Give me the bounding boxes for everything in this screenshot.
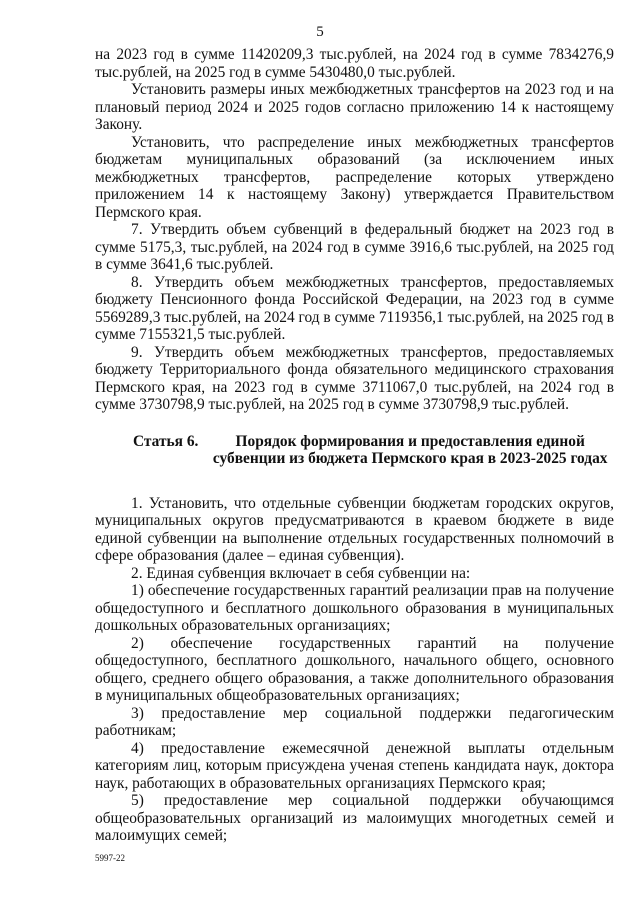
list-item: 5) предоставление мер социальной поддержки обучающимся общеобразовательных организаций из малоимущих многодетных семей и малоимущих семей; <box>95 792 614 844</box>
paragraph: на 2023 год в сумме 11420209,3 тыс.рублей, на 2024 год в сумме 7834276,9 тыс.рублей, на 2025 год в сумме 5430480,0 тыс.рублей. <box>95 46 614 81</box>
article-title: Порядок формирования и предоставления единой субвенции из бюджета Пермского края в 2023-2025 годах <box>212 432 608 467</box>
list-item: 3) предоставление мер социальной поддержки педагогическим работникам; <box>95 704 614 739</box>
paragraph: 1. Установить, что отдельные субвенции бюджетам городских округов, муниципальных округов предусматриваются в краевом бюджете в виде единой субвенции на выполнение отдельных государственных полномочий в сфере образования (далее – единая субвенция). <box>95 494 614 564</box>
paragraph: 8. Утвердить объем межбюджетных трансфертов, предоставляемых бюджету Пенсионного фонда Российской Федерации, на 2023 год в сумме 5569289,3 тыс.рублей, на 2024 год в сумме 7119356,1 тыс.рублей, на 2025 год в сумме 7155321,5 тыс.рублей. <box>95 273 614 343</box>
article-heading <box>95 433 614 468</box>
paragraph: 9. Утвердить объем межбюджетных трансфертов, предоставляемых бюджету Территориального фонда обязательного медицинского страхования Пермского края, на 2023 год в сумме 3711067,0 тыс.рублей, на 2024 год в сумме 3730798,9 тыс.рублей, на 2025 год в сумме 3730798,9 тыс.рублей. <box>95 343 614 413</box>
document-code: 5997-22 <box>95 853 125 863</box>
document-body <box>95 46 614 845</box>
page-number: 5 <box>316 24 324 40</box>
list-item: 2) обеспечение государственных гарантий на получение общедоступного, бесплатного дошкольного, начального общего, основного общего, среднего общего образования, а также дополнительного образования в муниципальных общеобразовательных организациях; <box>95 634 614 704</box>
paragraph: Установить размеры иных межбюджетных трансфертов на 2023 год и на плановый период 2024 и 2025 годов согласно приложению 14 к настоящему Закону. <box>95 81 614 133</box>
list-item: 1) обеспечение государственных гарантий реализации прав на получение общедоступного и бесплатного дошкольного образования в муниципальных дошкольных образовательных организациях; <box>95 582 614 634</box>
paragraph: Установить, что распределение иных межбюджетных трансфертов бюджетам муниципальных образований (за исключением иных межбюджетных трансфертов, распределение которых утверждено приложением 14 к настоящему Закону) утверждается Правительством Пермского края. <box>95 133 614 221</box>
paragraph: 2. Единая субвенция включает в себя субвенции на: <box>131 564 471 582</box>
paragraph: 7. Утвердить объем субвенций в федеральный бюджет на 2023 год в сумме 5175,3, тыс.рублей, на 2024 год в сумме 3916,6 тыс.рублей, на 2025 год в сумме 3641,6 тыс.рублей. <box>95 221 614 273</box>
list-item: 4) предоставление ежемесячной денежной выплаты отдельным категориям лиц, которым присуждена ученая степень кандидата наук, доктора наук, работающих в образовательных организациях Пермского края; <box>95 739 614 792</box>
article-number: Статья 6. <box>133 432 199 450</box>
